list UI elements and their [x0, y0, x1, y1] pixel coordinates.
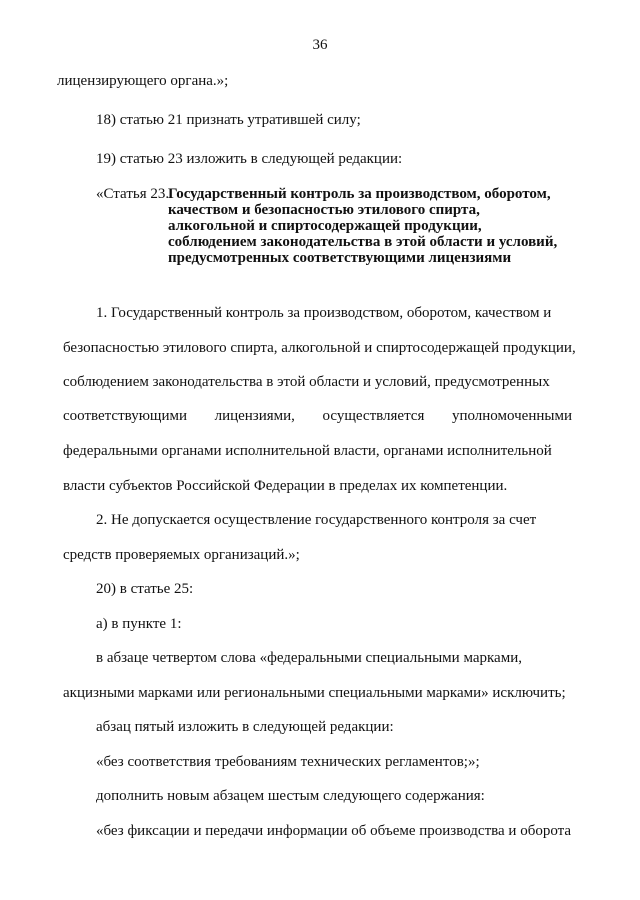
paragraph-line: безопасностью этилового спирта, алкогольной и спиртосодержащей продукции,	[63, 340, 576, 356]
word: лицензиями,	[214, 408, 295, 424]
article-title-line: качеством и безопасностью этилового спирта,	[168, 202, 480, 218]
paragraph-line: средств проверяемых организаций.»;	[63, 547, 300, 563]
paragraph-line: абзац пятый изложить в следующей редакции:	[96, 719, 394, 735]
article-title-line: Государственный контроль за производством, оборотом,	[168, 186, 551, 202]
paragraph-line-justified	[63, 407, 572, 425]
article-title-line: алкогольной и спиртосодержащей продукции,	[168, 218, 482, 234]
paragraph-line: в абзаце четвертом слова «федеральными специальными марками,	[96, 650, 522, 666]
word: осуществляется	[322, 408, 425, 424]
article-prefix: «Статья 23.	[96, 186, 170, 202]
quote-line: «без соответствия требованиям технических регламентов;»;	[96, 754, 480, 770]
text-line: лицензирующего органа.»;	[57, 73, 229, 89]
paragraph-line: 1. Государственный контроль за производством, оборотом, качеством и	[96, 305, 552, 321]
word: уполномоченными	[451, 408, 572, 424]
list-item-19: 19) статью 23 изложить в следующей редакции:	[96, 151, 403, 167]
quote-line: «без фиксации и передачи информации об объеме производства и оборота	[96, 823, 572, 839]
paragraph-line: 2. Не допускается осуществление государственного контроля за счет	[96, 512, 537, 528]
article-title-line: соблюдением законодательства в этой области и условий,	[168, 234, 558, 250]
paragraph-line: дополнить новым абзацем шестым следующего содержания:	[96, 788, 485, 804]
sub-item-a: а) в пункте 1:	[96, 616, 182, 632]
paragraph-line: власти субъектов Российской Федерации в пределах их компетенции.	[63, 478, 508, 494]
article-title-line: предусмотренных соответствующими лицензиями	[168, 250, 512, 266]
paragraph-line: соблюдением законодательства в этой области и условий, предусмотренных	[63, 374, 550, 390]
list-item-18: 18) статью 21 признать утратившей силу;	[96, 112, 361, 128]
paragraph-line: федеральными органами исполнительной власти, органами исполнительной	[63, 443, 552, 459]
page-number: 36	[312, 37, 328, 53]
word: соответствующими	[63, 408, 187, 424]
paragraph-line: акцизными марками или региональными специальными марками» исключить;	[63, 685, 566, 701]
list-item-20: 20) в статье 25:	[96, 581, 194, 597]
